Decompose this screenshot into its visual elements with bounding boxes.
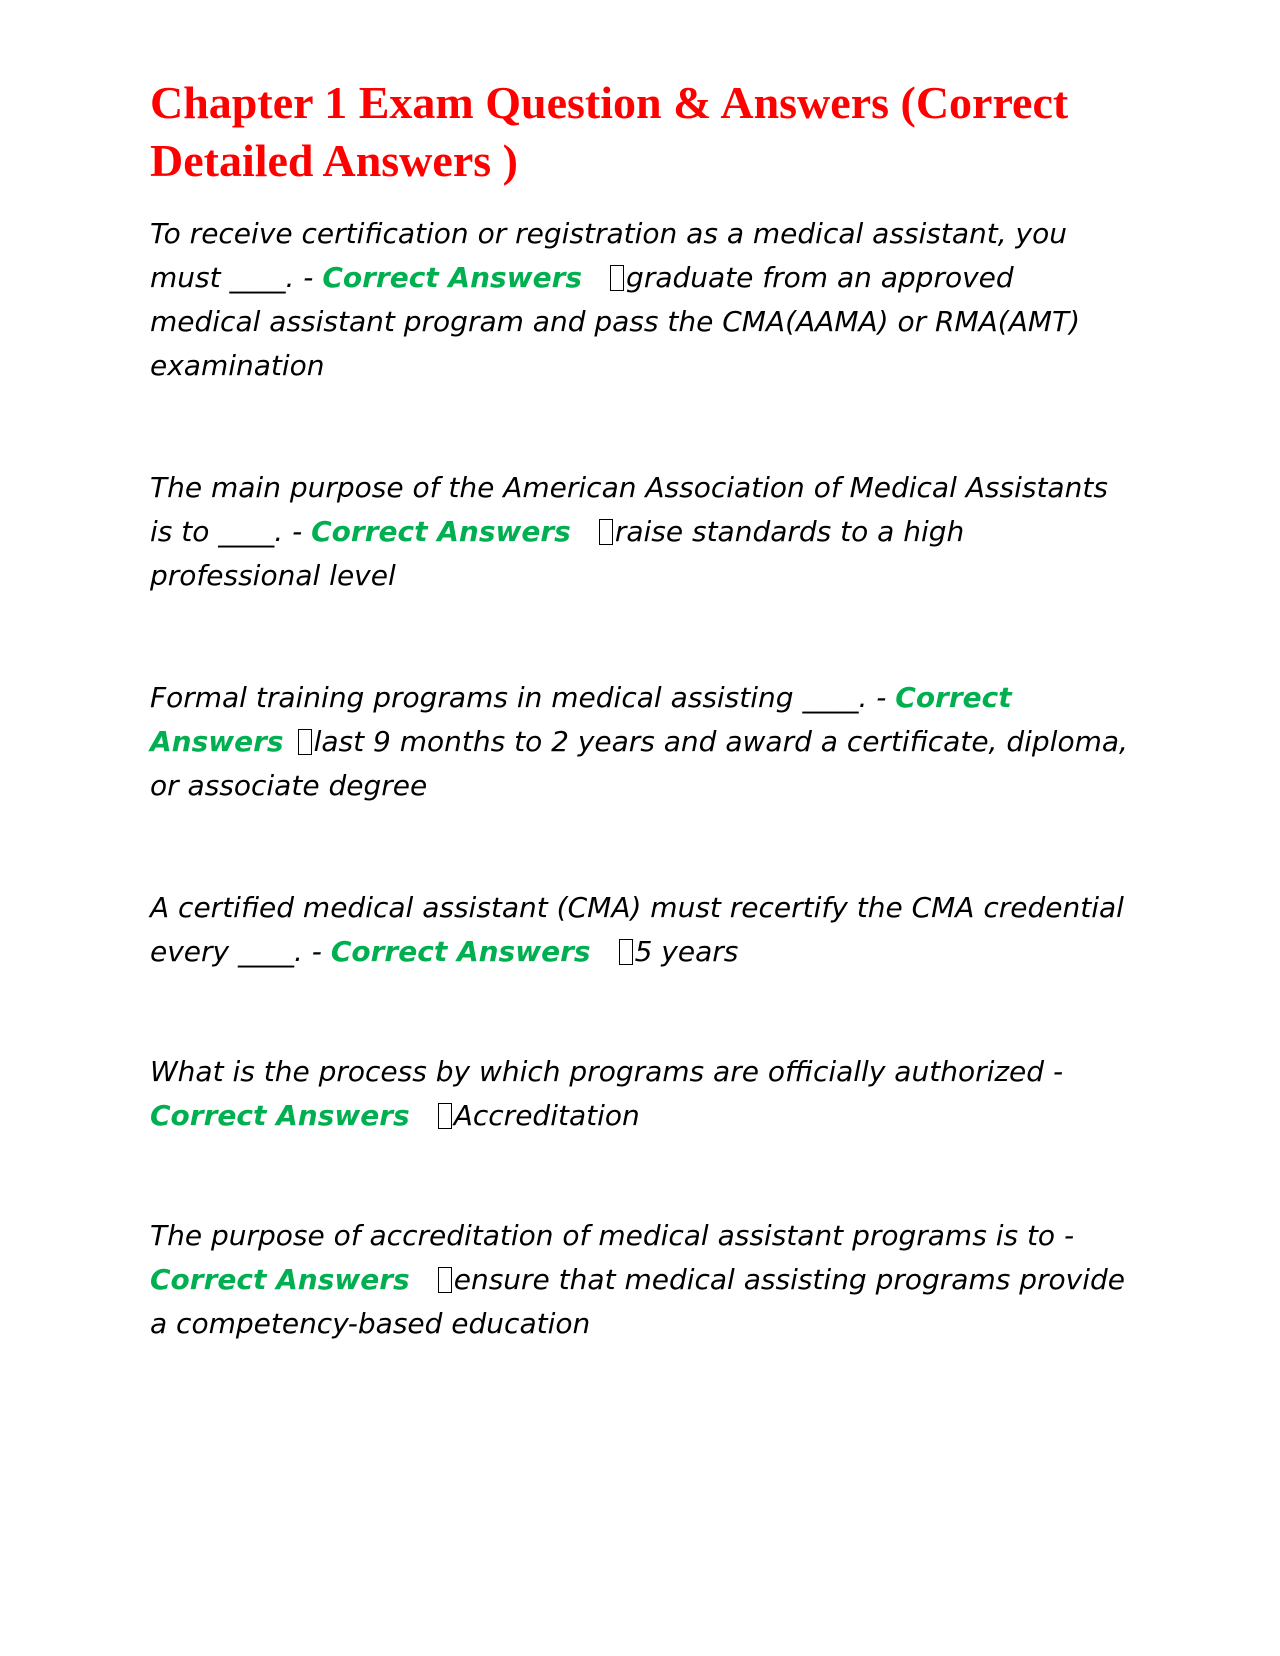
answer-text: ensure that medical assisting programs provide a competency-based education [150, 1263, 1125, 1340]
question-text: A certified medical assistant (CMA) must recertify the CMA credential every ____. - [150, 891, 1124, 968]
checkbox-glyph-icon [438, 1103, 452, 1129]
question-text: What is the process by which programs are officially authorized - [150, 1055, 1064, 1088]
document-body [150, 74, 1130, 1346]
qa-item [150, 886, 1130, 974]
checkbox-glyph-icon [599, 519, 613, 545]
question-text: The purpose of accreditation of medical assistant programs is to - [150, 1219, 1075, 1252]
correct-answers-label: Correct Answers [322, 261, 583, 294]
correct-answers-label: Correct Answers [330, 935, 591, 968]
correct-answers-label: Correct Answers [150, 1099, 410, 1132]
answer-text: Accreditation [453, 1099, 640, 1132]
answer-text: 5 years [634, 935, 739, 968]
answer-text: graduate from an approved medical assistant program and pass the CMA(AAMA) or RMA(AMT) examination [150, 261, 1081, 382]
question-text: To receive certification or registration as a medical assistant, you must ____. - [150, 217, 1067, 294]
correct-answers-label: Correct Answers [150, 1263, 410, 1296]
document-title: Chapter 1 Exam Question & Answers (Correct Detailed Answers ) [150, 77, 1069, 186]
question-text: The main purpose of the American Association of Medical Assistants is to ____. - [150, 471, 1108, 548]
checkbox-glyph-icon [619, 939, 633, 965]
checkbox-glyph-icon [298, 729, 312, 755]
checkbox-glyph-icon [438, 1267, 452, 1293]
qa-item [150, 1214, 1130, 1346]
qa-item [150, 212, 1130, 388]
answer-text: raise standards to a high professional level [150, 515, 965, 592]
qa-item [150, 1050, 1130, 1138]
question-text: Formal training programs in medical assisting ____. - [150, 681, 887, 714]
qa-item [150, 466, 1130, 598]
checkbox-glyph-icon [610, 265, 624, 291]
correct-answers-label: Correct Answers [311, 515, 571, 548]
correct-answers-label: Correct Answers [150, 681, 1012, 758]
qa-item [150, 676, 1130, 808]
answer-text: last 9 months to 2 years and award a certificate, diploma, or associate degree [150, 725, 1128, 802]
